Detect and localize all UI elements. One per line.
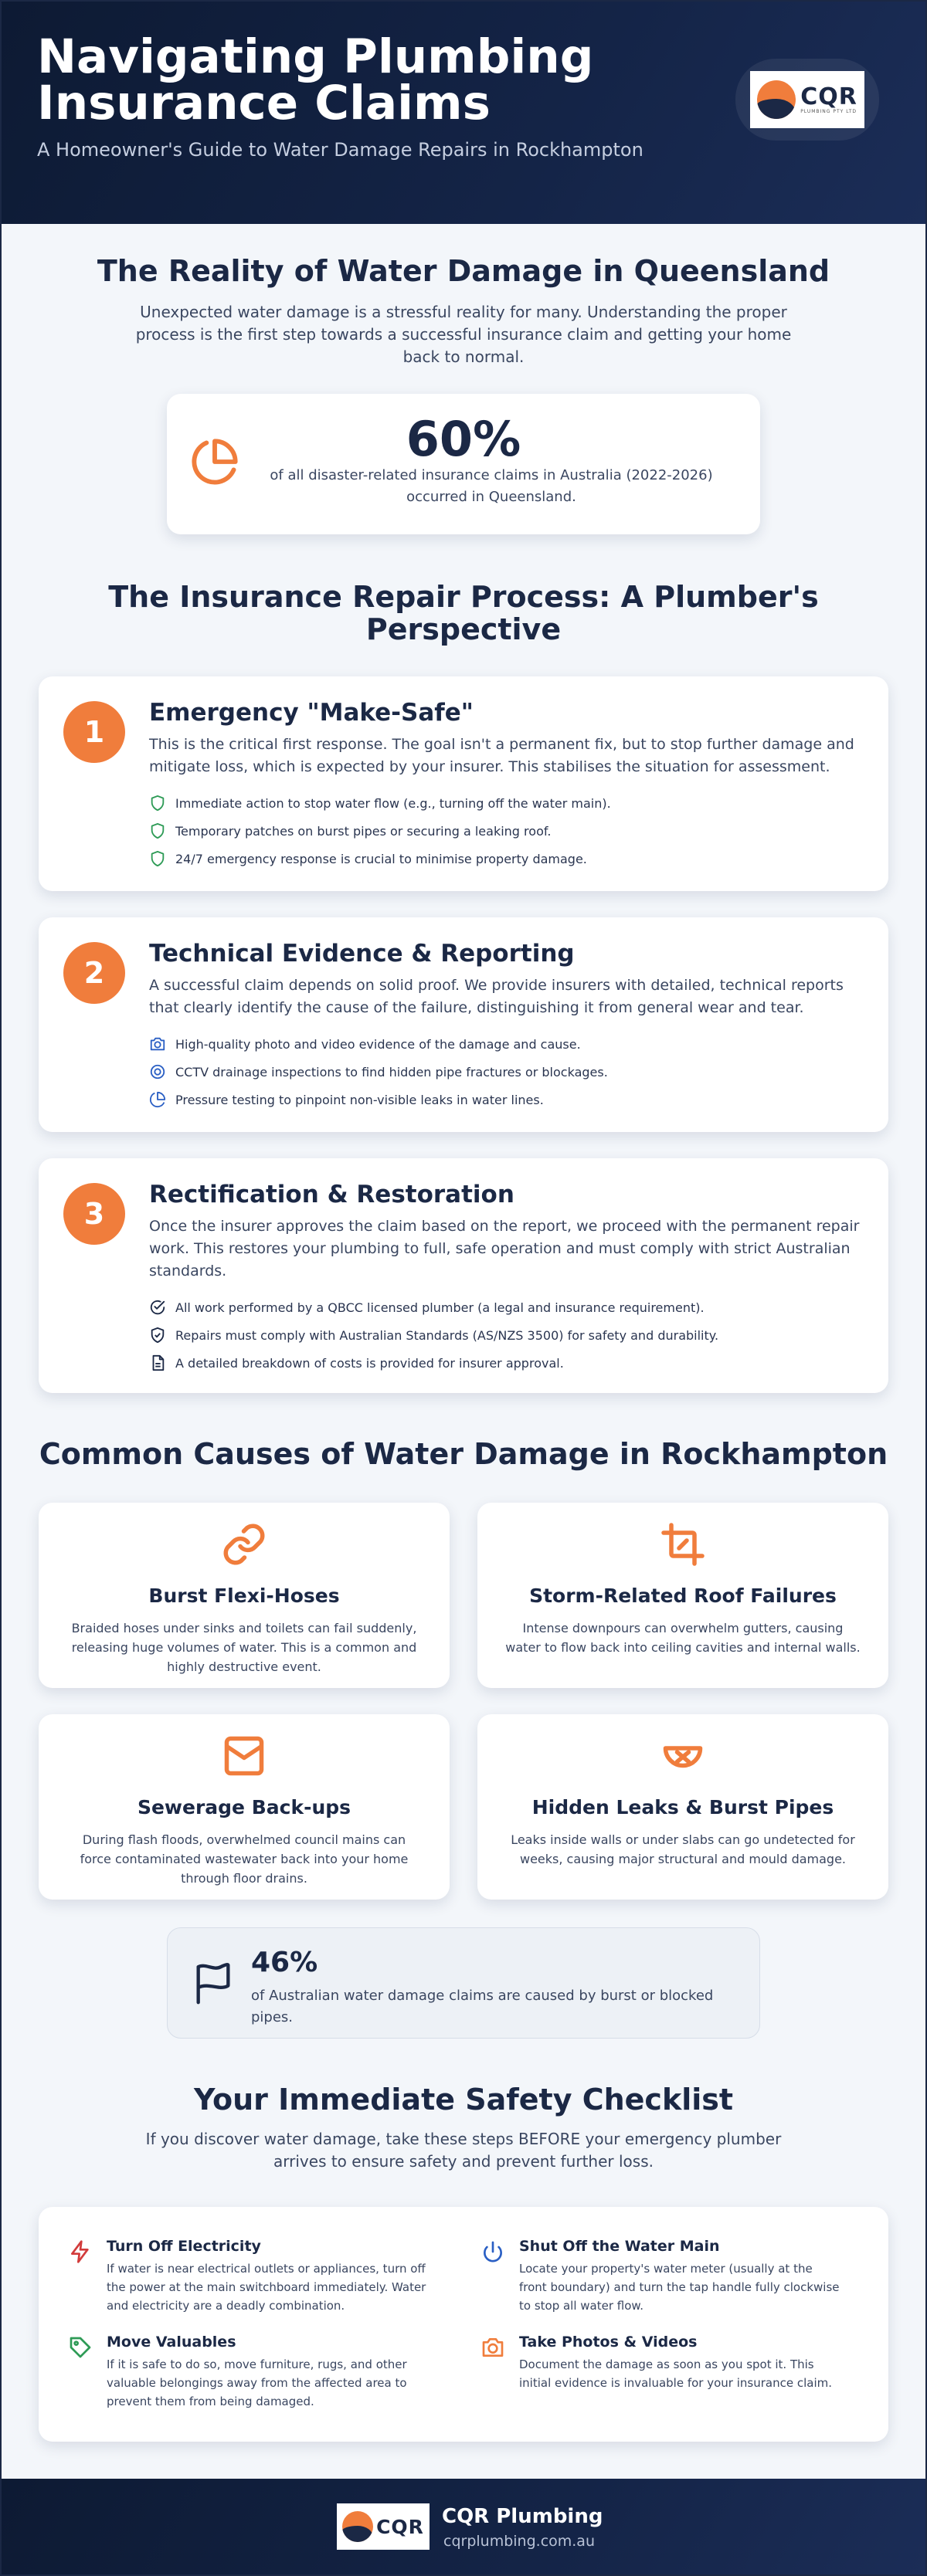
step-list-item: All work performed by a QBCC licensed plumber (a legal and insurance requirement). xyxy=(149,1293,860,1321)
checklist-description: Document the damage as soon as you spot it. This initial evidence is invaluable for your insurance claim. xyxy=(519,2357,832,2390)
checklist-title: Shut Off the Water Main xyxy=(519,2238,720,2255)
checklist-title: Take Photos & Videos xyxy=(519,2334,698,2351)
stat-description: of all disaster-related insurance claims in Australia (2022-2026) occurred in Queensland. xyxy=(270,467,713,505)
camera-icon xyxy=(480,2335,505,2360)
logo-box xyxy=(750,71,864,128)
logo-text: CQR xyxy=(800,83,857,110)
stat-value: 60% xyxy=(406,411,521,467)
pie-chart-icon xyxy=(149,1091,166,1108)
shield-icon xyxy=(149,850,166,867)
page-header xyxy=(0,0,927,224)
step-title: Rectification & Restoration xyxy=(149,1181,514,1208)
check-circle-icon xyxy=(149,1299,166,1316)
page-subtitle: A Homeowner's Guide to Water Damage Repairs in Rockhampton xyxy=(37,139,643,161)
step-title: Emergency "Make-Safe" xyxy=(149,699,474,727)
shield-check-icon xyxy=(149,1327,166,1344)
power-icon xyxy=(480,2239,505,2264)
logo-text: CQR xyxy=(376,2515,424,2538)
shield-icon xyxy=(149,822,166,839)
cause-title: Burst Flexi-Hoses xyxy=(148,1585,340,1607)
step-number: 2 xyxy=(63,942,125,1004)
stat-description: of Australian water damage claims are caused by burst or blocked pipes. xyxy=(251,1988,714,2025)
logo-tagline: PLUMBING PTY LTD xyxy=(800,108,857,114)
process-step-3 xyxy=(39,1158,888,1393)
footer-website-link[interactable]: cqrplumbing.com.au xyxy=(443,2533,595,2550)
step-list-item: 24/7 emergency response is crucial to minimise property damage. xyxy=(149,845,860,873)
step-list-item: Repairs must comply with Australian Standards (AS/NZS 3500) for safety and durability. xyxy=(149,1321,860,1349)
process-step-2 xyxy=(39,917,888,1132)
step-number: 3 xyxy=(63,1183,125,1245)
document-icon xyxy=(149,1354,166,1371)
step-list-item: A detailed breakdown of costs is provided for insurer approval. xyxy=(149,1349,860,1377)
reality-intro: Unexpected water damage is a stressful reality for many. Understanding the proper process is the first step towards a successful insurance claim and getting your home back to normal. xyxy=(135,303,792,366)
cause-card-hidden-leaks xyxy=(477,1714,888,1900)
footer-logo xyxy=(337,2503,430,2550)
cause-title: Sewerage Back-ups xyxy=(137,1796,351,1818)
checklist-description: If water is near electrical outlets or appliances, turn off the power at the main switchboard immediately. Water and electricity are a deadly combination. xyxy=(107,2262,426,2313)
safety-intro: If you discover water damage, take these steps BEFORE your emergency plumber arrives to ensure safety and prevent further loss. xyxy=(145,2130,782,2171)
step-title: Technical Evidence & Reporting xyxy=(149,940,575,968)
lightning-icon xyxy=(68,2239,93,2264)
cause-description: Intense downpours can overwhelm gutters, causing water to flow back into ceiling cavities and internal walls. xyxy=(505,1621,861,1655)
shield-icon xyxy=(149,795,166,812)
safety-checklist xyxy=(39,2207,888,2442)
checklist-title: Move Valuables xyxy=(107,2334,236,2351)
pipes-stat-card xyxy=(167,1927,760,2039)
cause-card-roof-failures xyxy=(477,1503,888,1688)
causes-title: Common Causes of Water Damage in Rockhampton xyxy=(39,1437,888,1471)
camera-icon xyxy=(149,1035,166,1052)
queensland-stat-card xyxy=(167,394,760,534)
checklist-title: Turn Off Electricity xyxy=(107,2238,261,2255)
flag-icon xyxy=(191,1959,236,2008)
step-number: 1 xyxy=(63,701,125,763)
process-title: The Insurance Repair Process: A Plumber's Perspective xyxy=(108,580,819,646)
stat-value: 46% xyxy=(251,1947,318,1978)
link-icon xyxy=(221,1521,267,1568)
footer-company-name: CQR Plumbing xyxy=(442,2505,603,2528)
crop-icon xyxy=(660,1521,706,1568)
target-icon xyxy=(149,1063,166,1080)
cause-card-flexi-hoses xyxy=(39,1503,450,1688)
cause-description: During flash floods, overwhelmed council mains can force contaminated wastewater back into your home through floor drains. xyxy=(80,1832,409,1886)
envelope-icon xyxy=(221,1733,267,1779)
step-description: Once the insurer approves the claim based on the report, we proceed with the permanent repair work. This restores your plumbing to full, safe operation and must comply with strict Australian standards. xyxy=(149,1218,860,1280)
header-logo xyxy=(735,59,879,141)
process-step-1 xyxy=(39,676,888,891)
cause-description: Leaks inside walls or under slabs can go undetected for weeks, causing major structural and mould damage. xyxy=(511,1832,855,1866)
step-list-item: Immediate action to stop water flow (e.g., turning off the water main). xyxy=(149,789,860,817)
tag-icon xyxy=(68,2335,93,2360)
page-footer xyxy=(0,2479,927,2576)
checklist-description: If it is safe to do so, move furniture, rugs, and other valuable belongings away from the affected area to prevent them from being damaged. xyxy=(107,2357,407,2408)
step-description: A successful claim depends on solid proof. We provide insurers with detailed, technical reports that clearly identify the cause of the failure, distinguishing it from general wear and tear. xyxy=(149,977,844,1016)
reality-title: The Reality of Water Damage in Queensland xyxy=(97,254,830,288)
step-list-item: High-quality photo and video evidence of the damage and cause. xyxy=(149,1030,860,1058)
cause-card-sewerage xyxy=(39,1714,450,1900)
bowl-x-icon xyxy=(660,1733,706,1779)
safety-title: Your Immediate Safety Checklist xyxy=(193,2083,734,2117)
step-list-item: CCTV drainage inspections to find hidden pipe fractures or blockages. xyxy=(149,1058,860,1086)
logo-mark-icon xyxy=(757,80,796,119)
reality-section xyxy=(0,255,927,368)
checklist-description: Locate your property's water meter (usually at the front boundary) and turn the tap handle fully clockwise to stop all water flow. xyxy=(519,2262,840,2313)
page-title: Navigating Plumbing Insurance Claims xyxy=(37,29,594,130)
logo-mark-icon xyxy=(342,2511,373,2542)
step-list-item: Temporary patches on burst pipes or securing a leaking roof. xyxy=(149,817,860,845)
cause-description: Braided hoses under sinks and toilets can fail suddenly, releasing huge volumes of water. This is a common and highly destructive event. xyxy=(71,1621,417,1674)
cause-title: Hidden Leaks & Burst Pipes xyxy=(531,1796,834,1818)
step-description: This is the critical first response. The goal isn't a permanent fix, but to stop further damage and mitigate loss, which is expected by your insurer. This stabilises the situation for assessment. xyxy=(149,736,854,775)
step-list-item: Pressure testing to pinpoint non-visible leaks in water lines. xyxy=(149,1086,860,1113)
cause-title: Storm-Related Roof Failures xyxy=(529,1585,837,1607)
